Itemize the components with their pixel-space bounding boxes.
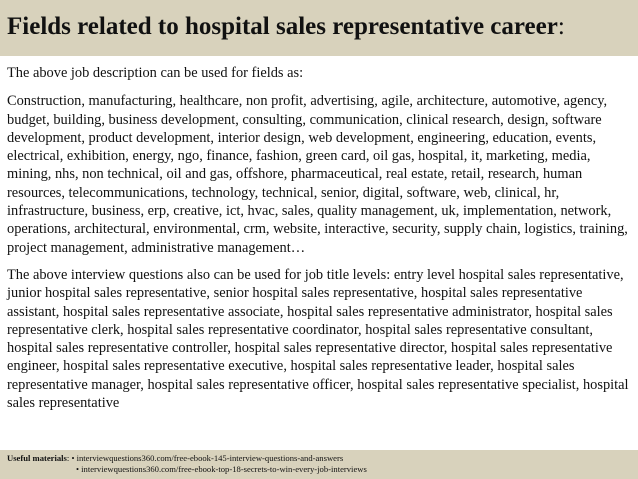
footer-label: Useful materials <box>7 453 67 463</box>
footer-label-colon: : <box>66 453 70 463</box>
page-title-text: Fields related to hospital sales representative career <box>7 13 558 40</box>
job-levels-paragraph: The above interview questions also can be used for job title levels: entry level hospital sales representative, junior hospital sales representative, senior hospital sales representative, hospital sales representative assistant, hospital sales representative associate, hospital sales representative administrator, hospital sales representative clerk, hospital sales representative coordinator, hospital sales representative consultant, hospital sales representative controller, hospital sales representative director, hospital sales representative engineer, hospital sales representative executive, hospital sales representative leader, hospital sales representative manager, hospital sales representative officer, hospital sales representative specialist, hospital sales representative <box>7 266 629 412</box>
slide-body <box>7 64 635 412</box>
footer-link-145-questions[interactable]: • interviewquestions360.com/free-ebook-145-interview-questions-and-answers <box>71 453 344 463</box>
title-bar <box>0 0 638 56</box>
intro-text: The above job description can be used for fields as: <box>7 65 304 81</box>
footer-bar <box>0 450 638 479</box>
footer-line-2 <box>7 464 638 475</box>
fields-paragraph: Construction, manufacturing, healthcare, non profit, advertising, agile, architecture, automotive, agency, budget, building, business development, consulting, communication, clinical research, design, software development, product development, interior design, web development, engineering, education, events, electrical, exhibition, energy, ngo, finance, fashion, green card, oil gas, hospital, it, marketing, media, mining, nhs, non technical, oil and gas, offshore, pharmaceutical, real estate, retail, research, human resources, telecommunications, technology, technical, senior, digital, software, web, clinical, hr, infrastructure, business, erp, creative, ict, hvac, sales, quality management, uk, implementation, network, operations, architectural, environmental, crm, website, interactive, security, supply chain, logistics, training, project management, administrative management… <box>7 93 628 256</box>
footer-line-1 <box>7 453 638 464</box>
page-title <box>7 13 638 41</box>
page-title-colon: : <box>557 13 565 40</box>
footer-link-18-secrets[interactable]: • interviewquestions360.com/free-ebook-top-18-secrets-to-win-every-job-interviews <box>76 463 367 474</box>
